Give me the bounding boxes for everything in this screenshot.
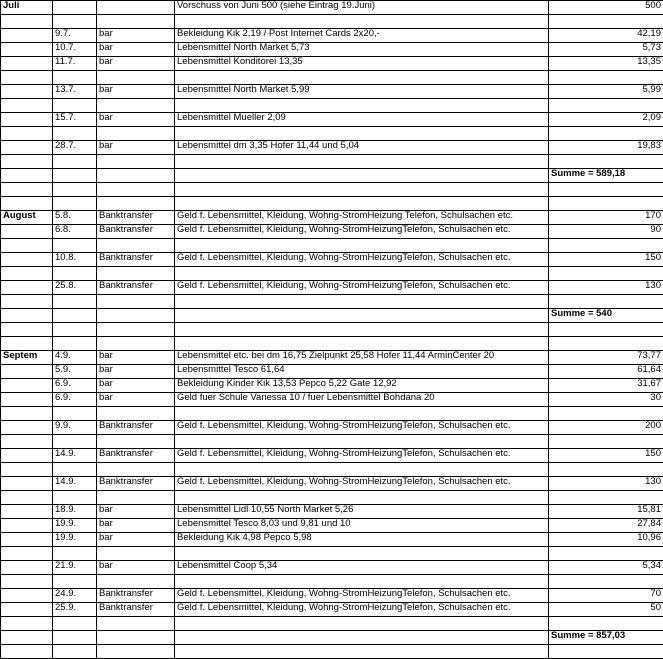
table-row xyxy=(1,57,663,71)
cell-date: 28.7. xyxy=(53,141,97,155)
cell-type: bar xyxy=(97,365,175,379)
cell-date xyxy=(53,575,97,589)
cell-amount xyxy=(549,337,663,351)
table-row xyxy=(1,141,663,155)
cell-date xyxy=(53,407,97,421)
cell-month xyxy=(1,113,53,127)
cell-type: bar xyxy=(97,393,175,407)
cell-amount xyxy=(549,197,663,211)
cell-date xyxy=(53,631,97,645)
cell-date xyxy=(53,547,97,561)
cell-description: Lebensmittel North Market 5,73 xyxy=(175,43,549,57)
cell-month xyxy=(1,337,53,351)
cell-type: Banktransfer xyxy=(97,603,175,617)
table-row xyxy=(1,533,663,547)
cell-description xyxy=(175,15,549,29)
cell-type xyxy=(97,267,175,281)
cell-type xyxy=(97,575,175,589)
cell-amount: 13,35 xyxy=(549,57,663,71)
cell-type xyxy=(97,463,175,477)
cell-description xyxy=(175,575,549,589)
cell-description: Lebensmittel Lidl 10,55 North Market 5,26 xyxy=(175,505,549,519)
cell-date xyxy=(53,491,97,505)
cell-type: Banktransfer xyxy=(97,225,175,239)
table-row xyxy=(1,253,663,267)
cell-type xyxy=(97,15,175,29)
cell-date: 6.9. xyxy=(53,379,97,393)
cell-description: Geld f. Lebensmittel, Kleidung, Wohng-StromHeizungTelefon, Schulsachen etc. xyxy=(175,449,549,463)
cell-amount: 130 xyxy=(549,281,663,295)
cell-description xyxy=(175,267,549,281)
table-row xyxy=(1,463,663,477)
cell-date: 10.7. xyxy=(53,43,97,57)
cell-amount xyxy=(549,645,663,659)
cell-type xyxy=(97,631,175,645)
cell-amount: 27,84 xyxy=(549,519,663,533)
cell-month xyxy=(1,379,53,393)
table-row xyxy=(1,379,663,393)
cell-type xyxy=(97,645,175,659)
table-row xyxy=(1,43,663,57)
cell-month xyxy=(1,57,53,71)
cell-amount xyxy=(549,15,663,29)
cell-description: Lebensmittel Konditorei 13,35 xyxy=(175,57,549,71)
table-row xyxy=(1,29,663,43)
cell-date xyxy=(53,169,97,183)
cell-description xyxy=(175,183,549,197)
cell-type xyxy=(97,407,175,421)
cell-month xyxy=(1,533,53,547)
cell-type: Banktransfer xyxy=(97,253,175,267)
cell-amount: 2,09 xyxy=(549,113,663,127)
table-row xyxy=(1,477,663,491)
cell-date xyxy=(53,155,97,169)
cell-month xyxy=(1,253,53,267)
cell-description: Bekleidung Kik 2,19 / Post Internet Cards 2x20,- xyxy=(175,29,549,43)
cell-date xyxy=(53,239,97,253)
cell-description xyxy=(175,295,549,309)
cell-month xyxy=(1,155,53,169)
table-row xyxy=(1,211,663,225)
cell-amount xyxy=(549,127,663,141)
cell-description: Lebensmittel Tesco 61,64 xyxy=(175,365,549,379)
cell-amount: 200 xyxy=(549,421,663,435)
cell-description xyxy=(175,337,549,351)
cell-description xyxy=(175,407,549,421)
cell-month xyxy=(1,547,53,561)
cell-description xyxy=(175,127,549,141)
cell-type xyxy=(97,1,175,15)
table-row xyxy=(1,491,663,505)
cell-description: Geld f. Lebensmittel, Kleidung, Wohng-StromHeizung Telefon, Schulsachen etc. xyxy=(175,211,549,225)
cell-date: 21.9. xyxy=(53,561,97,575)
cell-description: Lebensmittel Mueller 2,09 xyxy=(175,113,549,127)
cell-month xyxy=(1,393,53,407)
cell-type xyxy=(97,71,175,85)
cell-month xyxy=(1,575,53,589)
table-row xyxy=(1,323,663,337)
cell-month xyxy=(1,239,53,253)
cell-description xyxy=(175,323,549,337)
cell-description: Geld f. Lebensmittel, Kleidung, Wohng-StromHeizungTelefon, Schulsachen etc. xyxy=(175,253,549,267)
cell-amount xyxy=(549,491,663,505)
cell-month xyxy=(1,141,53,155)
cell-type: Banktransfer xyxy=(97,421,175,435)
cell-amount: 73,77 xyxy=(549,351,663,365)
ledger-body xyxy=(1,1,663,659)
cell-type: Banktransfer xyxy=(97,477,175,491)
cell-month xyxy=(1,631,53,645)
cell-month xyxy=(1,197,53,211)
cell-date xyxy=(53,1,97,15)
cell-amount: 130 xyxy=(549,477,663,491)
cell-amount: 5,73 xyxy=(549,43,663,57)
cell-month xyxy=(1,435,53,449)
cell-description: Lebensmittel North Market 5,99 xyxy=(175,85,549,99)
table-row xyxy=(1,575,663,589)
cell-month xyxy=(1,99,53,113)
table-row xyxy=(1,15,663,29)
cell-amount: 150 xyxy=(549,253,663,267)
cell-description: Geld fuer Schule Vanessa 10 / fuer Lebensmittel Bohdana 20 xyxy=(175,393,549,407)
cell-month: Juli xyxy=(1,1,53,15)
cell-sum: Summe = 857,03 xyxy=(549,631,663,645)
cell-amount xyxy=(549,407,663,421)
table-row xyxy=(1,225,663,239)
cell-month xyxy=(1,225,53,239)
cell-type: bar xyxy=(97,519,175,533)
cell-type: bar xyxy=(97,505,175,519)
cell-date xyxy=(53,617,97,631)
cell-description xyxy=(175,309,549,323)
cell-description: Geld f. Lebensmittel, Kleidung, Wohng-StromHeizungTelefon, Schulsachen etc. xyxy=(175,603,549,617)
cell-type xyxy=(97,197,175,211)
cell-amount: 500 xyxy=(549,1,663,15)
cell-amount xyxy=(549,435,663,449)
cell-type xyxy=(97,295,175,309)
cell-date: 10.8. xyxy=(53,253,97,267)
table-row xyxy=(1,295,663,309)
cell-date xyxy=(53,323,97,337)
cell-type: Banktransfer xyxy=(97,281,175,295)
cell-description: Geld f. Lebensmittel, Kleidung, Wohng-StromHeizungTelefon, Schulsachen etc. xyxy=(175,477,549,491)
cell-amount xyxy=(549,323,663,337)
cell-type: bar xyxy=(97,57,175,71)
cell-date: 19.9. xyxy=(53,519,97,533)
cell-description: Lebensmittel Coop 5,34 xyxy=(175,561,549,575)
cell-type: bar xyxy=(97,141,175,155)
table-row xyxy=(1,155,663,169)
cell-date xyxy=(53,309,97,323)
cell-month xyxy=(1,589,53,603)
cell-type xyxy=(97,239,175,253)
table-row xyxy=(1,99,663,113)
cell-date xyxy=(53,127,97,141)
cell-date: 15.7. xyxy=(53,113,97,127)
cell-month xyxy=(1,491,53,505)
cell-amount xyxy=(549,463,663,477)
cell-description xyxy=(175,71,549,85)
cell-description xyxy=(175,239,549,253)
cell-date: 5.8. xyxy=(53,211,97,225)
cell-description xyxy=(175,155,549,169)
cell-date: 6.8. xyxy=(53,225,97,239)
cell-amount: 170 xyxy=(549,211,663,225)
table-row xyxy=(1,393,663,407)
table-row xyxy=(1,183,663,197)
table-row xyxy=(1,645,663,659)
cell-date: 25.9. xyxy=(53,603,97,617)
table-row xyxy=(1,589,663,603)
cell-type xyxy=(97,127,175,141)
cell-month xyxy=(1,365,53,379)
cell-month xyxy=(1,477,53,491)
cell-amount: 150 xyxy=(549,449,663,463)
cell-amount xyxy=(549,239,663,253)
table-row xyxy=(1,281,663,295)
cell-month xyxy=(1,463,53,477)
cell-date xyxy=(53,435,97,449)
cell-month xyxy=(1,617,53,631)
table-row xyxy=(1,365,663,379)
cell-date: 24.9. xyxy=(53,589,97,603)
cell-sum: Summe = 589,18 xyxy=(549,169,663,183)
cell-month: August xyxy=(1,211,53,225)
cell-month xyxy=(1,295,53,309)
cell-date: 13.7. xyxy=(53,85,97,99)
cell-date xyxy=(53,197,97,211)
cell-amount xyxy=(549,183,663,197)
cell-description: Lebensmittel dm 3,35 Hofer 11,44 und 5,04 xyxy=(175,141,549,155)
cell-type xyxy=(97,435,175,449)
cell-month xyxy=(1,323,53,337)
table-row xyxy=(1,239,663,253)
cell-type: Banktransfer xyxy=(97,449,175,463)
cell-month xyxy=(1,267,53,281)
cell-date: 9.9. xyxy=(53,421,97,435)
cell-month xyxy=(1,407,53,421)
cell-amount xyxy=(549,99,663,113)
cell-type: Banktransfer xyxy=(97,589,175,603)
cell-date: 6.9. xyxy=(53,393,97,407)
table-row xyxy=(1,435,663,449)
table-row xyxy=(1,267,663,281)
cell-date xyxy=(53,295,97,309)
cell-month xyxy=(1,449,53,463)
cell-type: bar xyxy=(97,29,175,43)
cell-month: Septem xyxy=(1,351,53,365)
cell-amount xyxy=(549,617,663,631)
cell-amount: 42,19 xyxy=(549,29,663,43)
cell-amount: 70 xyxy=(549,589,663,603)
cell-amount: 31,67 xyxy=(549,379,663,393)
cell-month xyxy=(1,645,53,659)
cell-month xyxy=(1,421,53,435)
cell-description xyxy=(175,617,549,631)
cell-description xyxy=(175,197,549,211)
cell-type: bar xyxy=(97,43,175,57)
cell-month xyxy=(1,561,53,575)
table-row xyxy=(1,603,663,617)
cell-date xyxy=(53,183,97,197)
table-row xyxy=(1,71,663,85)
cell-date: 14.9. xyxy=(53,449,97,463)
cell-type xyxy=(97,547,175,561)
cell-type: bar xyxy=(97,113,175,127)
cell-description: Bekleidung Kik 4,98 Pepco 5,98 xyxy=(175,533,549,547)
cell-amount: 61,64 xyxy=(549,365,663,379)
cell-month xyxy=(1,603,53,617)
cell-month xyxy=(1,29,53,43)
cell-date: 25.8. xyxy=(53,281,97,295)
cell-type: Banktransfer xyxy=(97,211,175,225)
table-row xyxy=(1,1,663,15)
cell-month xyxy=(1,71,53,85)
cell-description: Geld f. Lebensmittel, Kleidung, Wohng-StromHeizungTelefon, Schulsachen etc. xyxy=(175,589,549,603)
cell-description xyxy=(175,491,549,505)
cell-description xyxy=(175,547,549,561)
cell-month xyxy=(1,519,53,533)
cell-description: Geld f. Lebensmittel, Kleidung, Wohng-StromHeizungTelefon, Schulsachen etc. xyxy=(175,421,549,435)
cell-month xyxy=(1,127,53,141)
cell-date: 9.7. xyxy=(53,29,97,43)
cell-date: 5.9. xyxy=(53,365,97,379)
cell-type xyxy=(97,155,175,169)
cell-description xyxy=(175,435,549,449)
cell-month xyxy=(1,85,53,99)
cell-amount: 5,99 xyxy=(549,85,663,99)
cell-amount: 10,96 xyxy=(549,533,663,547)
cell-month xyxy=(1,505,53,519)
cell-description: Geld f. Lebensmittel, Kleidung, Wohng-StromHeizungTelefon, Schulsachen etc. xyxy=(175,225,549,239)
cell-amount xyxy=(549,71,663,85)
table-row xyxy=(1,449,663,463)
cell-description: Lebensmittel etc. bei dm 16,75 Zielpunkt 25,58 Hofer 11,44 ArminCenter 20 xyxy=(175,351,549,365)
cell-type xyxy=(97,309,175,323)
cell-amount xyxy=(549,575,663,589)
cell-amount: 19,83 xyxy=(549,141,663,155)
cell-type xyxy=(97,99,175,113)
cell-type: bar xyxy=(97,379,175,393)
cell-date xyxy=(53,463,97,477)
table-row xyxy=(1,113,663,127)
cell-description xyxy=(175,169,549,183)
cell-description: Geld f. Lebensmittel, Kleidung, Wohng-StromHeizungTelefon, Schulsachen etc. xyxy=(175,281,549,295)
cell-type: bar xyxy=(97,85,175,99)
table-row xyxy=(1,197,663,211)
cell-date: 4.9. xyxy=(53,351,97,365)
table-row xyxy=(1,127,663,141)
cell-type xyxy=(97,337,175,351)
table-row xyxy=(1,421,663,435)
cell-description: Vorschuss von Juni 500 (siehe Eintrag 19.Juni) xyxy=(175,1,549,15)
cell-description xyxy=(175,631,549,645)
cell-description: Lebensmittel Tesco 8,03 und 9,81 und 10 xyxy=(175,519,549,533)
cell-type xyxy=(97,491,175,505)
cell-month xyxy=(1,43,53,57)
table-row xyxy=(1,631,663,645)
cell-amount xyxy=(549,547,663,561)
cell-description xyxy=(175,99,549,113)
table-row xyxy=(1,505,663,519)
table-row xyxy=(1,85,663,99)
cell-date xyxy=(53,337,97,351)
cell-sum: Summe = 540 xyxy=(549,309,663,323)
cell-amount: 5,34 xyxy=(549,561,663,575)
cell-month xyxy=(1,183,53,197)
cell-date xyxy=(53,99,97,113)
cell-amount: 15,81 xyxy=(549,505,663,519)
cell-description: Bekleidung Kinder Kik 13,53 Pepco 5,22 Gate 12,92 xyxy=(175,379,549,393)
table-row xyxy=(1,561,663,575)
cell-month xyxy=(1,15,53,29)
cell-month xyxy=(1,309,53,323)
cell-amount: 50 xyxy=(549,603,663,617)
cell-date xyxy=(53,267,97,281)
table-row xyxy=(1,309,663,323)
cell-type: bar xyxy=(97,351,175,365)
cell-date xyxy=(53,15,97,29)
cell-type xyxy=(97,323,175,337)
cell-date: 19.9. xyxy=(53,533,97,547)
table-row xyxy=(1,351,663,365)
cell-date xyxy=(53,645,97,659)
cell-description xyxy=(175,463,549,477)
cell-date: 14.9. xyxy=(53,477,97,491)
cell-month xyxy=(1,169,53,183)
table-row xyxy=(1,617,663,631)
cell-amount: 90 xyxy=(549,225,663,239)
table-row xyxy=(1,407,663,421)
table-row xyxy=(1,547,663,561)
cell-amount xyxy=(549,295,663,309)
cell-date xyxy=(53,71,97,85)
cell-type xyxy=(97,183,175,197)
cell-amount xyxy=(549,267,663,281)
cell-type: bar xyxy=(97,533,175,547)
cell-month xyxy=(1,281,53,295)
table-row xyxy=(1,169,663,183)
table-row xyxy=(1,519,663,533)
cell-type xyxy=(97,617,175,631)
cell-description xyxy=(175,645,549,659)
cell-type: bar xyxy=(97,561,175,575)
cell-type xyxy=(97,169,175,183)
table-row xyxy=(1,337,663,351)
cell-date: 11.7. xyxy=(53,57,97,71)
cell-date: 18.9. xyxy=(53,505,97,519)
cell-amount: 30 xyxy=(549,393,663,407)
cell-amount xyxy=(549,155,663,169)
